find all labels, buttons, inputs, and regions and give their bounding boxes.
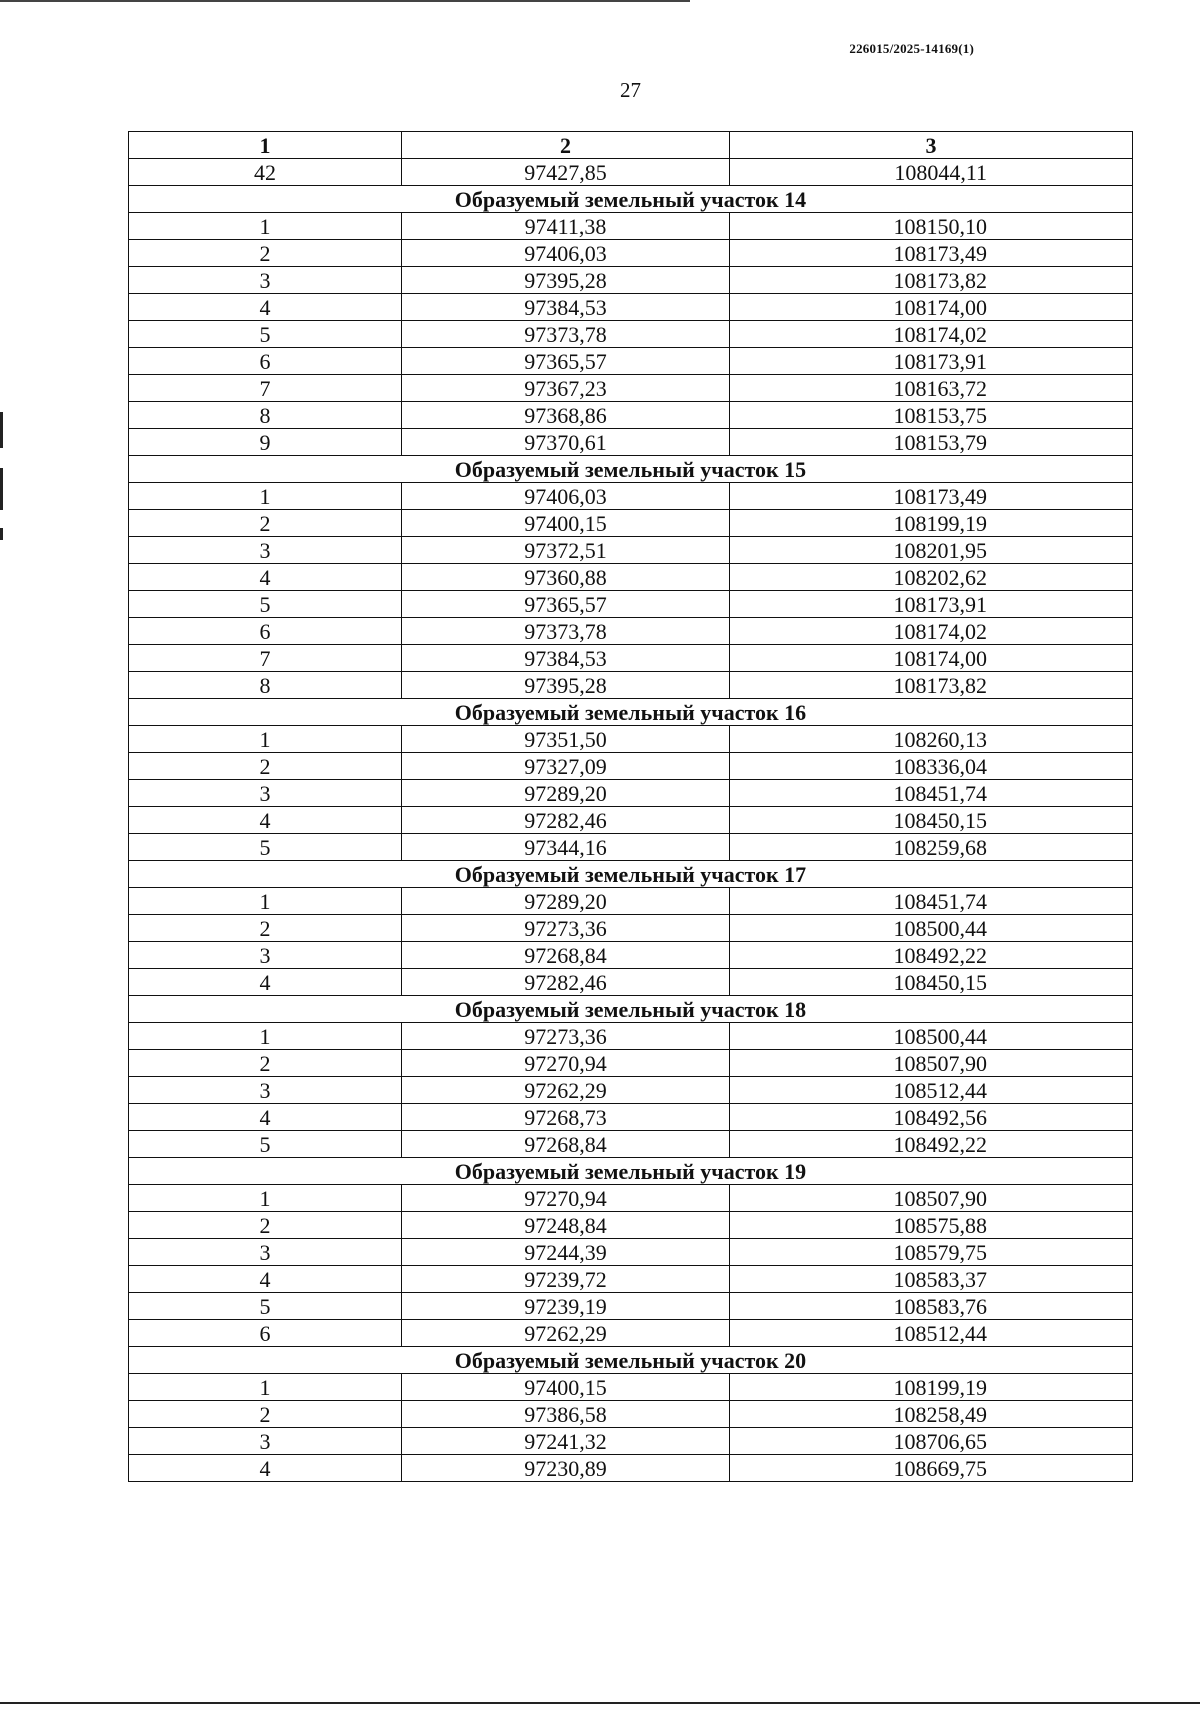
y-coordinate-cell: 108450,15 [730,969,1133,996]
section-title: Образуемый земельный участок 15 [129,456,1133,483]
x-coordinate-cell: 97248,84 [402,1212,730,1239]
point-number-cell: 1 [129,213,402,240]
table-row [129,402,1133,429]
point-number-cell: 4 [129,1266,402,1293]
coordinates-table-body [129,132,1133,1482]
table-row [129,1401,1133,1428]
point-number-cell: 5 [129,834,402,861]
section-title-row [129,699,1133,726]
x-coordinate-cell: 97239,19 [402,1293,730,1320]
scan-margin-mark [0,412,3,448]
section-title-row [129,456,1133,483]
table-row [129,1239,1133,1266]
y-coordinate-cell: 108492,22 [730,1131,1133,1158]
table-row [129,618,1133,645]
point-number-cell: 3 [129,537,402,564]
section-title-row [129,861,1133,888]
coordinates-table [128,131,1133,1482]
point-number-cell: 5 [129,1293,402,1320]
table-row [129,780,1133,807]
y-coordinate-cell: 108174,00 [730,645,1133,672]
point-number-cell: 5 [129,321,402,348]
table-row [129,1374,1133,1401]
table-row [129,726,1133,753]
table-row [129,1131,1133,1158]
point-number-cell: 3 [129,942,402,969]
point-number-cell: 2 [129,753,402,780]
point-number-cell: 8 [129,402,402,429]
y-coordinate-cell: 108173,91 [730,348,1133,375]
table-row [129,483,1133,510]
scan-margin-mark [0,528,3,540]
y-coordinate-cell: 108202,62 [730,564,1133,591]
section-title-row [129,996,1133,1023]
table-row [129,429,1133,456]
x-coordinate-cell: 97400,15 [402,1374,730,1401]
y-coordinate-cell: 108669,75 [730,1455,1133,1482]
x-coordinate-cell: 97327,09 [402,753,730,780]
x-coordinate-cell: 97282,46 [402,969,730,996]
x-coordinate-cell: 97273,36 [402,1023,730,1050]
y-coordinate-cell: 108174,02 [730,618,1133,645]
table-row [129,1023,1133,1050]
section-title-row [129,1347,1133,1374]
coordinates-table-container [128,131,1132,1482]
y-coordinate-cell: 108173,91 [730,591,1133,618]
x-coordinate-cell: 97239,72 [402,1266,730,1293]
table-row [129,1050,1133,1077]
point-number-cell: 5 [129,1131,402,1158]
point-number-cell: 4 [129,1104,402,1131]
x-coordinate-cell: 97395,28 [402,672,730,699]
section-title: Образуемый земельный участок 18 [129,996,1133,1023]
column-header-2: 2 [402,132,730,159]
point-number-cell: 5 [129,591,402,618]
y-coordinate-cell: 108199,19 [730,510,1133,537]
point-number-cell: 2 [129,240,402,267]
x-coordinate-cell: 97344,16 [402,834,730,861]
table-row [129,1266,1133,1293]
table-row [129,1077,1133,1104]
point-number-cell: 3 [129,1077,402,1104]
point-number-cell: 4 [129,969,402,996]
x-coordinate-cell: 97365,57 [402,591,730,618]
x-coordinate-cell: 97273,36 [402,915,730,942]
x-coordinate-cell: 97268,73 [402,1104,730,1131]
point-number-cell: 2 [129,1050,402,1077]
x-coordinate-cell: 97395,28 [402,267,730,294]
table-row [129,915,1133,942]
table-row [129,267,1133,294]
y-coordinate-cell: 108153,75 [730,402,1133,429]
x-coordinate-cell: 97400,15 [402,510,730,537]
x-coordinate-cell: 97268,84 [402,1131,730,1158]
table-row [129,213,1133,240]
y-coordinate-cell: 108044,11 [730,159,1133,186]
x-coordinate-cell: 97372,51 [402,537,730,564]
table-row [129,1455,1133,1482]
x-coordinate-cell: 97365,57 [402,348,730,375]
y-coordinate-cell: 108507,90 [730,1050,1133,1077]
y-coordinate-cell: 108174,00 [730,294,1133,321]
x-coordinate-cell: 97230,89 [402,1455,730,1482]
table-row [129,321,1133,348]
table-row [129,807,1133,834]
x-coordinate-cell: 97244,39 [402,1239,730,1266]
table-row [129,969,1133,996]
section-title: Образуемый земельный участок 16 [129,699,1133,726]
point-number-cell: 2 [129,915,402,942]
table-row [129,348,1133,375]
x-coordinate-cell: 97262,29 [402,1077,730,1104]
table-row [129,1428,1133,1455]
point-number-cell: 6 [129,348,402,375]
table-row [129,510,1133,537]
y-coordinate-cell: 108583,37 [730,1266,1133,1293]
x-coordinate-cell: 97241,32 [402,1428,730,1455]
table-row [129,1185,1133,1212]
scan-top-edge [0,0,690,2]
table-row [129,1104,1133,1131]
y-coordinate-cell: 108150,10 [730,213,1133,240]
point-number-cell: 7 [129,375,402,402]
y-coordinate-cell: 108199,19 [730,1374,1133,1401]
y-coordinate-cell: 108173,82 [730,672,1133,699]
x-coordinate-cell: 97282,46 [402,807,730,834]
page-number: 27 [620,78,641,102]
y-coordinate-cell: 108583,76 [730,1293,1133,1320]
point-number-cell: 4 [129,1455,402,1482]
section-title-row [129,186,1133,213]
scan-margin-mark [0,468,3,510]
table-row [129,1212,1133,1239]
y-coordinate-cell: 108259,68 [730,834,1133,861]
section-title: Образуемый земельный участок 14 [129,186,1133,213]
table-row [129,645,1133,672]
table-row [129,537,1133,564]
x-coordinate-cell: 97406,03 [402,483,730,510]
y-coordinate-cell: 108512,44 [730,1077,1133,1104]
section-title: Образуемый земельный участок 19 [129,1158,1133,1185]
point-number-cell: 4 [129,564,402,591]
y-coordinate-cell: 108451,74 [730,780,1133,807]
point-number-cell: 8 [129,672,402,699]
table-row [129,564,1133,591]
y-coordinate-cell: 108258,49 [730,1401,1133,1428]
x-coordinate-cell: 97270,94 [402,1185,730,1212]
x-coordinate-cell: 97351,50 [402,726,730,753]
x-coordinate-cell: 97289,20 [402,780,730,807]
y-coordinate-cell: 108706,65 [730,1428,1133,1455]
y-coordinate-cell: 108336,04 [730,753,1133,780]
x-coordinate-cell: 97367,23 [402,375,730,402]
y-coordinate-cell: 108260,13 [730,726,1133,753]
table-row [129,294,1133,321]
x-coordinate-cell: 97262,29 [402,1320,730,1347]
x-coordinate-cell: 97289,20 [402,888,730,915]
point-number-cell: 3 [129,780,402,807]
y-coordinate-cell: 108450,15 [730,807,1133,834]
y-coordinate-cell: 108500,44 [730,915,1133,942]
x-coordinate-cell: 97368,86 [402,402,730,429]
point-number-cell: 42 [129,159,402,186]
section-title: Образуемый земельный участок 20 [129,1347,1133,1374]
point-number-cell: 1 [129,888,402,915]
point-number-cell: 1 [129,483,402,510]
point-number-cell: 4 [129,294,402,321]
point-number-cell: 1 [129,1023,402,1050]
y-coordinate-cell: 108507,90 [730,1185,1133,1212]
x-coordinate-cell: 97268,84 [402,942,730,969]
point-number-cell: 3 [129,1428,402,1455]
table-header-row [129,132,1133,159]
point-number-cell: 1 [129,726,402,753]
table-row [129,240,1133,267]
y-coordinate-cell: 108492,56 [730,1104,1133,1131]
section-title-row [129,1158,1133,1185]
y-coordinate-cell: 108173,49 [730,240,1133,267]
table-row [129,1293,1133,1320]
point-number-cell: 7 [129,645,402,672]
section-title: Образуемый земельный участок 17 [129,861,1133,888]
table-row [129,834,1133,861]
point-number-cell: 1 [129,1374,402,1401]
table-row [129,942,1133,969]
point-number-cell: 9 [129,429,402,456]
column-header-1: 1 [129,132,402,159]
point-number-cell: 4 [129,807,402,834]
y-coordinate-cell: 108174,02 [730,321,1133,348]
y-coordinate-cell: 108500,44 [730,1023,1133,1050]
x-coordinate-cell: 97384,53 [402,294,730,321]
column-header-3: 3 [730,132,1133,159]
x-coordinate-cell: 97370,61 [402,429,730,456]
y-coordinate-cell: 108451,74 [730,888,1133,915]
x-coordinate-cell: 97406,03 [402,240,730,267]
point-number-cell: 3 [129,267,402,294]
point-number-cell: 2 [129,510,402,537]
table-row [129,375,1133,402]
table-row [129,888,1133,915]
point-number-cell: 1 [129,1185,402,1212]
table-row [129,1320,1133,1347]
point-number-cell: 2 [129,1401,402,1428]
y-coordinate-cell: 108492,22 [730,942,1133,969]
y-coordinate-cell: 108512,44 [730,1320,1133,1347]
point-number-cell: 2 [129,1212,402,1239]
point-number-cell: 3 [129,1239,402,1266]
x-coordinate-cell: 97384,53 [402,645,730,672]
point-number-cell: 6 [129,1320,402,1347]
table-row [129,159,1133,186]
table-row [129,672,1133,699]
y-coordinate-cell: 108163,72 [730,375,1133,402]
y-coordinate-cell: 108153,79 [730,429,1133,456]
x-coordinate-cell: 97360,88 [402,564,730,591]
point-number-cell: 6 [129,618,402,645]
x-coordinate-cell: 97373,78 [402,321,730,348]
table-row [129,753,1133,780]
y-coordinate-cell: 108201,95 [730,537,1133,564]
x-coordinate-cell: 97427,85 [402,159,730,186]
y-coordinate-cell: 108575,88 [730,1212,1133,1239]
y-coordinate-cell: 108579,75 [730,1239,1133,1266]
x-coordinate-cell: 97270,94 [402,1050,730,1077]
x-coordinate-cell: 97411,38 [402,213,730,240]
scan-bottom-edge [0,1702,1200,1704]
table-row [129,591,1133,618]
document-number: 226015/2025-14169(1) [849,41,974,56]
y-coordinate-cell: 108173,82 [730,267,1133,294]
x-coordinate-cell: 97373,78 [402,618,730,645]
y-coordinate-cell: 108173,49 [730,483,1133,510]
x-coordinate-cell: 97386,58 [402,1401,730,1428]
